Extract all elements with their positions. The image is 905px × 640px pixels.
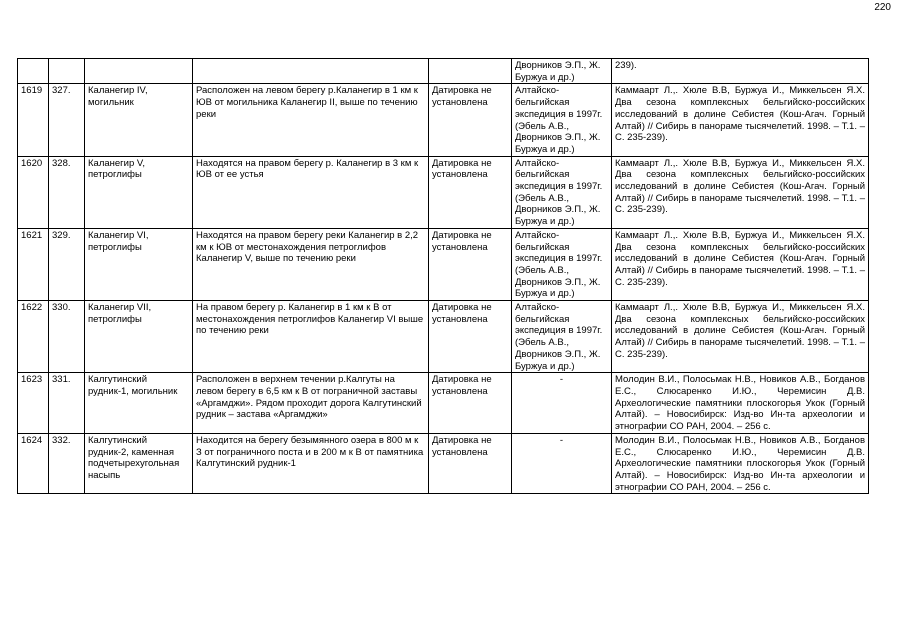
cell-name: Каланегир V, петроглифы <box>85 156 193 228</box>
cell-location: Расположен в верхнем течении р.Калгуты на левом берегу в 6,5 км к В от пограничной заставы «Аргамджи». Рядом проходит дорога Калгутинский рудник – застава «Аргамджи» <box>193 373 429 434</box>
cell-sub: 328. <box>49 156 85 228</box>
cell-dating: Датировка не установлена <box>429 228 512 300</box>
cell-location: Находятся на правом берегу реки Каланегир в 2,2 км к ЮВ от местонахождения петроглифов Каланегир V, выше по течению реки <box>193 228 429 300</box>
cell-reference: 239). <box>612 59 869 84</box>
cell-dating <box>429 59 512 84</box>
cell-expedition: Алтайско-бельгийская экспедиция в 1997г. (Эбель А.В., Дворников Э.П., Ж. Буржуа и др.) <box>512 84 612 156</box>
cell-reference: Молодин В.И., Полосьмак Н.В., Новиков А.В., Богданов Е.С., Слюсаренко И.Ю., Черемисин Д.В. Археологические памятники плоскогорья Укок (Горный Алтай). – Новосибирск: Изд-во Ин-та археологии и этнографии СО РАН, 2004. – 256 с. <box>612 433 869 494</box>
cell-sub: 332. <box>49 433 85 494</box>
cell-num: 1623 <box>18 373 49 434</box>
page-number: 220 <box>874 2 891 13</box>
cell-dating: Датировка не установлена <box>429 373 512 434</box>
cell-name <box>85 59 193 84</box>
cell-reference: Каммаарт Л.,. Хюле В.В, Буржуа И., Миккельсен Я.Х. Два сезона комплексных бельгийско-российских исследований в долине Себистея (Кош-Агач. Горный Алтай) // Сибирь в панораме тысячелетий. 1998. – Т.1. – С. 235-239). <box>612 301 869 373</box>
cell-sub <box>49 59 85 84</box>
monuments-table <box>17 58 869 494</box>
cell-name: Калгутинский рудник-1, могильник <box>85 373 193 434</box>
continuation-row <box>18 59 869 84</box>
cell-num <box>18 59 49 84</box>
cell-dating: Датировка не установлена <box>429 433 512 494</box>
cell-location: Расположен на левом берегу р.Каланегир в 1 км к ЮВ от могильника Каланегир II, выше по течению реки <box>193 84 429 156</box>
table-row <box>18 156 869 228</box>
cell-reference: Каммаарт Л.,. Хюле В.В, Буржуа И., Миккельсен Я.Х. Два сезона комплексных бельгийско-российских исследований в долине Себистея (Кош-Агач. Горный Алтай) // Сибирь в панораме тысячелетий. 1998. – Т.1. – С. 235-239). <box>612 156 869 228</box>
cell-sub: 331. <box>49 373 85 434</box>
cell-location: Находится на берегу безымянного озера в 800 м к З от пограничного поста и в 200 м к В от памятника Калгутинский рудник-1 <box>193 433 429 494</box>
cell-expedition: Алтайско-бельгийская экспедиция в 1997г. (Эбель А.В., Дворников Э.П., Ж. Буржуа и др.) <box>512 301 612 373</box>
table-row <box>18 228 869 300</box>
cell-expedition: Алтайско-бельгийская экспедиция в 1997г. (Эбель А.В., Дворников Э.П., Ж. Буржуа и др.) <box>512 228 612 300</box>
cell-sub: 329. <box>49 228 85 300</box>
cell-dating: Датировка не установлена <box>429 84 512 156</box>
cell-reference: Каммаарт Л.,. Хюле В.В, Буржуа И., Миккельсен Я.Х. Два сезона комплексных бельгийско-российских исследований в долине Себистея (Кош-Агач. Горный Алтай) // Сибирь в панораме тысячелетий. 1998. – Т.1. – С. 235-239). <box>612 84 869 156</box>
cell-name: Каланегир VI, петроглифы <box>85 228 193 300</box>
cell-name: Каланегир VII, петроглифы <box>85 301 193 373</box>
cell-reference: Молодин В.И., Полосьмак Н.В., Новиков А.В., Богданов Е.С., Слюсаренко И.Ю., Черемисин Д.В. Археологические памятники плоскогорья Укок (Горный Алтай). – Новосибирск: Изд-во Ин-та археологии и этнографии СО РАН, 2004. – 256 с. <box>612 373 869 434</box>
cell-expedition: - <box>512 373 612 434</box>
cell-location: Находятся на правом берегу р. Каланегир в 3 км к ЮВ от ее устья <box>193 156 429 228</box>
cell-num: 1622 <box>18 301 49 373</box>
cell-dating: Датировка не установлена <box>429 301 512 373</box>
cell-num: 1624 <box>18 433 49 494</box>
cell-expedition: Алтайско-бельгийская экспедиция в 1997г. (Эбель А.В., Дворников Э.П., Ж. Буржуа и др.) <box>512 156 612 228</box>
cell-name: Калгутинский рудник-2, каменная подчетырехугольная насыпь <box>85 433 193 494</box>
cell-name: Каланегир IV, могильник <box>85 84 193 156</box>
cell-expedition: - <box>512 433 612 494</box>
cell-sub: 330. <box>49 301 85 373</box>
cell-location: На правом берегу р. Каланегир в 1 км к В от местонахождения петроглифов Каланегир VI выше по течению реки <box>193 301 429 373</box>
cell-num: 1619 <box>18 84 49 156</box>
table-row <box>18 373 869 434</box>
cell-location <box>193 59 429 84</box>
cell-expedition: Дворников Э.П., Ж. Буржуа и др.) <box>512 59 612 84</box>
cell-dating: Датировка не установлена <box>429 156 512 228</box>
cell-reference: Каммаарт Л.,. Хюле В.В, Буржуа И., Миккельсен Я.Х. Два сезона комплексных бельгийско-российских исследований в долине Себистея (Кош-Агач. Горный Алтай) // Сибирь в панораме тысячелетий. 1998. – Т.1. – С. 235-239). <box>612 228 869 300</box>
table-row <box>18 433 869 494</box>
cell-num: 1621 <box>18 228 49 300</box>
table-row <box>18 84 869 156</box>
cell-num: 1620 <box>18 156 49 228</box>
table-row <box>18 301 869 373</box>
cell-sub: 327. <box>49 84 85 156</box>
